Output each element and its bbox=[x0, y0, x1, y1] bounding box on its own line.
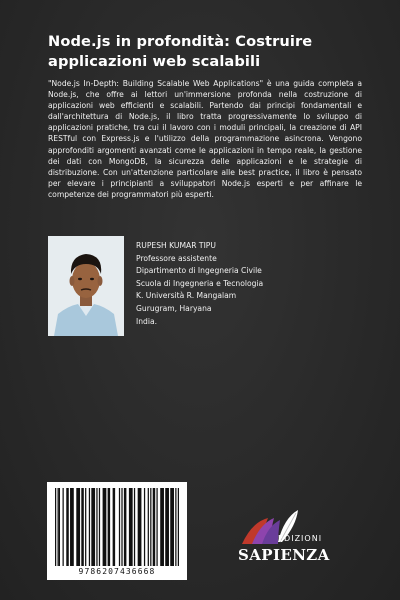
barcode-bar bbox=[153, 488, 156, 566]
barcode-number: 9786207436668 bbox=[78, 567, 156, 576]
barcode-bar bbox=[58, 488, 59, 566]
barcode-bar bbox=[160, 488, 164, 566]
barcode-bar bbox=[165, 488, 169, 566]
barcode-bar bbox=[134, 488, 135, 566]
publisher-name: SAPIENZA bbox=[238, 546, 330, 564]
barcode-bar bbox=[55, 488, 56, 566]
barcode-bar bbox=[150, 488, 151, 566]
author-line: India. bbox=[136, 316, 158, 326]
barcode-bar bbox=[119, 488, 120, 566]
barcode-bar bbox=[89, 488, 90, 566]
barcode-bar bbox=[170, 488, 174, 566]
barcode-bar bbox=[103, 488, 107, 566]
barcode-bar bbox=[129, 488, 133, 566]
barcode-bar bbox=[99, 488, 100, 566]
barcode-bar bbox=[59, 488, 60, 566]
publisher-logo bbox=[238, 508, 334, 568]
barcode-bar bbox=[148, 488, 149, 566]
barcode-bar bbox=[156, 488, 157, 566]
barcode-bar bbox=[144, 488, 145, 566]
barcode-bar bbox=[121, 488, 122, 566]
barcode-bar bbox=[81, 488, 84, 566]
barcode-bar bbox=[178, 488, 179, 566]
barcode-bar bbox=[124, 488, 127, 566]
barcode-bar bbox=[175, 488, 176, 566]
barcode-bar bbox=[70, 488, 74, 566]
barcode bbox=[47, 482, 187, 580]
author-line: K. Università R. Mangalam bbox=[136, 291, 237, 301]
barcode-bar bbox=[108, 488, 111, 566]
barcode-bar bbox=[66, 488, 69, 566]
author-name: RUPESH KUMAR TIPU bbox=[136, 241, 216, 250]
barcode-bar bbox=[85, 488, 86, 566]
author-line: Scuola di Ingegneria e Tecnologia bbox=[136, 278, 264, 288]
barcode-bar bbox=[96, 488, 97, 566]
author-line: Gurugram, Haryana bbox=[136, 303, 212, 313]
author-info bbox=[136, 240, 356, 328]
author-line: Professore assistente bbox=[136, 253, 217, 263]
book-description: "Node.js In-Depth: Building Scalable Web Applications" è una guida completa a Node.js, che offre ai lettori un'immersione profonda nella costruzione di applicazioni web efficienti e scalabili. Partendo dai principi fondamentali e dall'architettura di Node.js, il libro tratta progressivamente lo sviluppo di applicazioni pratiche, tra cui il lavoro con i moduli principali, la creazione di API RESTful con Express.js e l'utilizzo della programmazione asincrona. Vengono approfonditi argomenti avanzati come le applicazioni in tempo reale, la gestione dei dati con MongoDB, la sicurezza delle applicazioni e le strategie di distribuzione. Con un'attenzione particolare alle best practice, il libro è pensato per elevare i principianti a sviluppatori Node.js esperti e per affinare le competenze dei programmatori più esperti. bbox=[48, 79, 362, 199]
author-photo bbox=[48, 236, 124, 336]
barcode-icon bbox=[47, 482, 187, 580]
author-line: Dipartimento di Ingegneria Civile bbox=[136, 266, 262, 276]
publisher-edizioni: EDIZIONI bbox=[278, 534, 323, 543]
author-portrait-icon bbox=[48, 236, 124, 336]
barcode-bar bbox=[113, 488, 116, 566]
barcode-bar bbox=[76, 488, 80, 566]
barcode-bar bbox=[91, 488, 95, 566]
barcode-bar bbox=[138, 488, 142, 566]
book-title: Node.js in profondità: Costruire applicazioni web scalabili bbox=[48, 33, 313, 70]
barcode-bar bbox=[63, 488, 64, 566]
